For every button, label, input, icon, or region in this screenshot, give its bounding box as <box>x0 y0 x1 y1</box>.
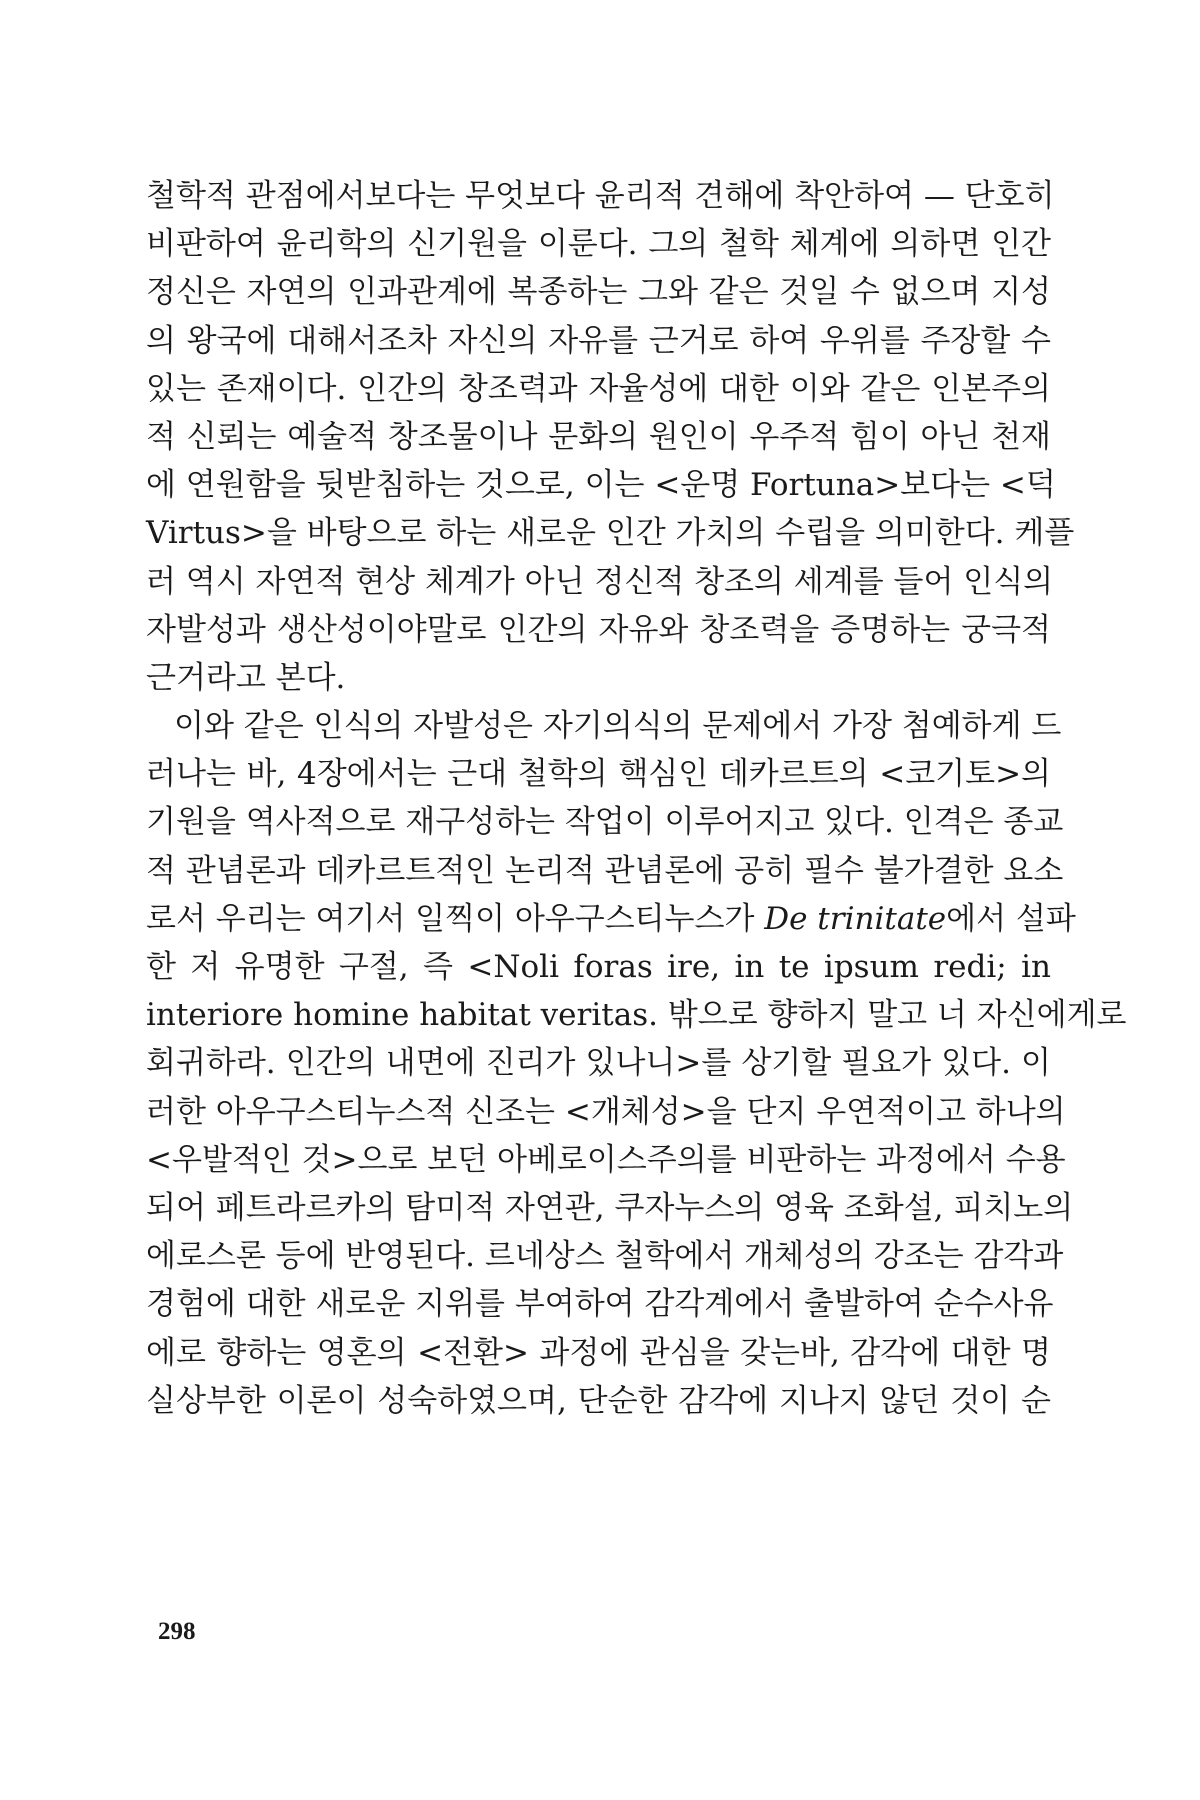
text-line: 적 신뢰는 예술적 창조물이나 문화의 원인이 우주적 힘이 아닌 천재 <box>146 418 1051 455</box>
text-line: 러 역시 자연적 현상 체계가 아닌 정신적 창조의 세계를 들어 인식의 <box>146 563 1054 600</box>
text-segment: 로서 우리는 여기서 일찍이 아우구스티누스가 <box>146 900 765 937</box>
text-line: 비판하여 윤리학의 신기원을 이룬다. 그의 철학 체계에 의하면 인간 <box>146 226 1051 263</box>
text-line: 정신은 자연의 인과관계에 복종하는 그와 같은 것일 수 없으며 지성 <box>146 274 1051 311</box>
text-line: 에로 향하는 영혼의 <전환> 과정에 관심을 갖는바, 감각에 대한 명 <box>146 1334 1051 1371</box>
text-line: interiore homine habitat veritas. 밖으로 향하지 말고 너 자신에게로 <box>146 997 1127 1034</box>
text-line: 기원을 역사적으로 재구성하는 작업이 이루어지고 있다. 인격은 종교 <box>146 804 1064 841</box>
page-number: 298 <box>158 1618 196 1645</box>
text-line: 의 왕국에 대해서조차 자신의 자유를 근거로 하여 우위를 주장할 수 <box>146 322 1051 359</box>
text-line: Virtus>을 바탕으로 하는 새로운 인간 가치의 수립을 의미한다. 케플 <box>146 515 1075 552</box>
body-text <box>146 172 1127 1425</box>
text-line: 한 저 유명한 구절, 즉 <Noli foras ire, in te ipsum redi; in <box>146 949 1051 985</box>
text-line: 있는 존재이다. 인간의 창조력과 자율성에 대한 이와 같은 인본주의 <box>146 370 1051 407</box>
italic-book-title: De trinitate <box>764 900 947 937</box>
text-line: 러나는 바, 4장에서는 근대 철학의 핵심인 데카르트의 <코기토>의 <box>146 756 1051 793</box>
text-line: 되어 페트라르카의 탐미적 자연관, 쿠자누스의 영육 조화설, 피치노의 <box>146 1189 1074 1226</box>
text-line: 에로스론 등에 반영된다. 르네상스 철학에서 개체성의 강조는 감각과 <box>146 1238 1064 1275</box>
text-line: 러한 아우구스티누스적 신조는 <개체성>을 단지 우연적이고 하나의 <box>146 1093 1066 1130</box>
text-line-with-italic-title <box>146 895 1076 943</box>
paragraph-start-line: 이와 같은 인식의 자발성은 자기의식의 문제에서 가장 첨예하게 드 <box>174 708 1062 745</box>
text-line: 회귀하라. 인간의 내면에 진리가 있나니>를 상기할 필요가 있다. 이 <box>146 1045 1051 1082</box>
text-line: 실상부한 이론이 성숙하였으며, 단순한 감각에 지나지 않던 것이 순 <box>146 1382 1051 1419</box>
text-line: 경험에 대한 새로운 지위를 부여하여 감각계에서 출발하여 순수사유 <box>146 1286 1054 1323</box>
paragraph-end-line: 근거라고 본다. <box>146 659 346 696</box>
text-line: 자발성과 생산성이야말로 인간의 자유와 창조력을 증명하는 궁극적 <box>146 611 1051 648</box>
text-line: 적 관념론과 데카르트적인 논리적 관념론에 공히 필수 불가결한 요소 <box>146 852 1064 889</box>
text-line: 에 연원함을 뒷받침하는 것으로, 이는 <운명 Fortuna>보다는 <덕 <box>146 467 1056 504</box>
text-line: 철학적 관점에서보다는 무엇보다 윤리적 견해에 착안하여 — 단호히 <box>146 178 1055 214</box>
text-line: <우발적인 것>으로 보던 아베로이스주의를 비판하는 과정에서 수용 <box>146 1141 1066 1178</box>
text-segment: 에서 설파 <box>946 900 1076 937</box>
